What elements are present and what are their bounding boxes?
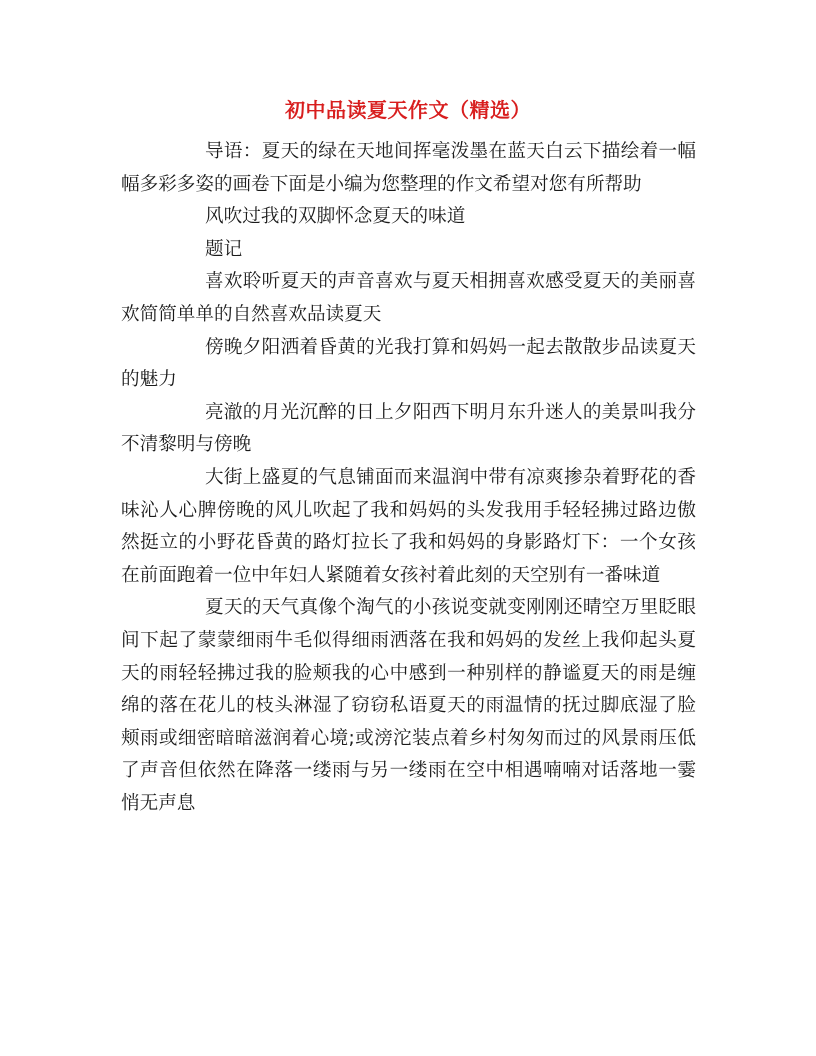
paragraph: 夏天的天气真像个淘气的小孩说变就变刚刚还晴空万里眨眼间下起了蒙蒙细雨牛毛似得细雨洒落在我和妈妈的发丝上我仰起头夏天的雨轻轻拂过我的脸颊我的心中感到一种别样的静谧夏天的雨是缠绵的落在花儿的枝头淋湿了窃窃私语夏天的雨温情的抚过脚底湿了脸颊雨或细密暗暗滋润着心境;或滂沱装点着乡村匆匆而过的风景雨压低了声音但依然在降落一缕雨与另一缕雨在空中相遇喃喃对话落地一霎悄无声息 — [121, 597, 696, 814]
paragraph: 风吹过我的双脚怀念夏天的味道 — [205, 206, 466, 228]
paragraph-intro: 导语：夏天的绿在天地间挥毫泼墨在蓝天白云下描绘着一幅幅多彩多姿的画卷下面是小编为您整理的作文希望对您有所帮助 — [121, 141, 696, 195]
document-title: 初中品读夏天作文（精选） — [285, 98, 531, 122]
paragraph: 题记 — [205, 238, 243, 260]
paragraph: 傍晚夕阳洒着昏黄的光我打算和妈妈一起去散散步品读夏天的魅力 — [121, 336, 696, 391]
document-body — [121, 136, 696, 820]
paragraph: 喜欢聆听夏天的声音喜欢与夏天相拥喜欢感受夏天的美丽喜欢简简单单的自然喜欢品读夏天 — [121, 271, 696, 325]
paragraph: 大街上盛夏的气息铺面而来温润中带有凉爽掺杂着野花的香味沁人心脾傍晚的风儿吹起了我和妈妈的头发我用手轻轻拂过路边傲然挺立的小野花昏黄的路灯拉长了我和妈妈的身影路灯下：一个女孩在前面跑着一位中年妇人紧随着女孩衬着此刻的天空别有一番味道 — [121, 466, 696, 586]
paragraph: 亮澈的月光沉醉的日上夕阳西下明月东升迷人的美景叫我分不清黎明与傍晚 — [121, 401, 696, 456]
